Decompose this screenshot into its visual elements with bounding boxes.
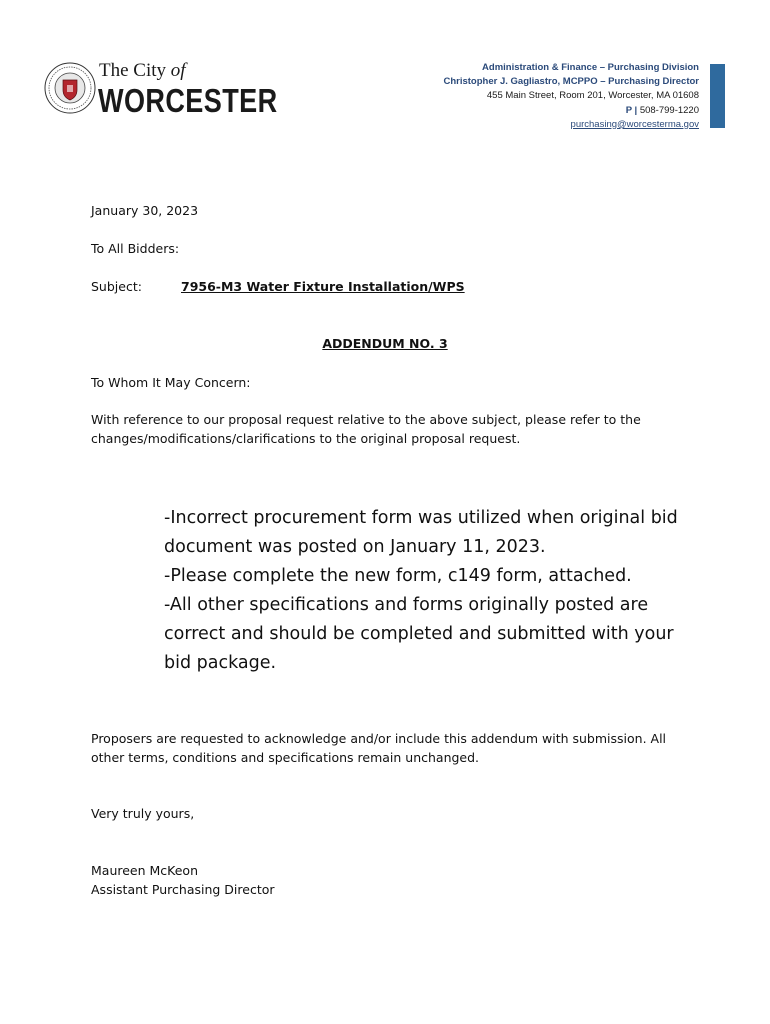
salutation: To Whom It May Concern: <box>91 375 251 390</box>
note-line: -Incorrect procurement form was utilized when original bid <box>164 508 678 528</box>
addendum-notes <box>164 504 684 678</box>
accent-bar <box>710 64 725 128</box>
email-link[interactable]: purchasing@worcesterma.gov <box>570 118 699 130</box>
signer-title: Assistant Purchasing Director <box>91 882 275 897</box>
note-line: document was posted on January 11, 2023. <box>164 537 546 557</box>
note-line: bid package. <box>164 653 277 673</box>
note-line: -Please complete the new form, c149 form, attached. <box>164 566 632 586</box>
letter-date: January 30, 2023 <box>91 203 199 218</box>
note-line: correct and should be completed and submitted with your <box>164 624 674 644</box>
signoff: Very truly yours, <box>91 806 195 821</box>
department-line: Administration & Finance – Purchasing Division <box>482 62 699 73</box>
address-line: 455 Main Street, Room 201, Worcester, MA 01608 <box>486 90 699 102</box>
city-seal-logo <box>44 62 96 114</box>
closing-paragraph: Proposers are requested to acknowledge and/or include this addendum with submission. All other terms, conditions and specifications remain unchanged. <box>91 731 667 765</box>
phone-line: P | 508-799-1220 <box>625 104 699 116</box>
letterhead-contact <box>443 61 699 132</box>
city-prefix: The City of <box>99 60 186 81</box>
letter-recipient: To All Bidders: <box>91 241 180 256</box>
subject-label: Subject: <box>91 279 142 294</box>
addendum-title: ADDENDUM NO. 3 <box>322 336 448 351</box>
subject-value: 7956-M3 Water Fixture Installation/WPS <box>181 279 465 294</box>
city-name: WORCESTER <box>98 82 278 119</box>
signer-name: Maureen McKeon <box>91 863 199 878</box>
note-line: -All other specifications and forms originally posted are <box>164 595 649 615</box>
intro-paragraph: With reference to our proposal request relative to the above subject, please refer to the changes/modifications/clarifications to the original proposal request. <box>91 412 641 446</box>
director-line: Christopher J. Gagliastro, MCPPO – Purchasing Director <box>443 76 699 88</box>
